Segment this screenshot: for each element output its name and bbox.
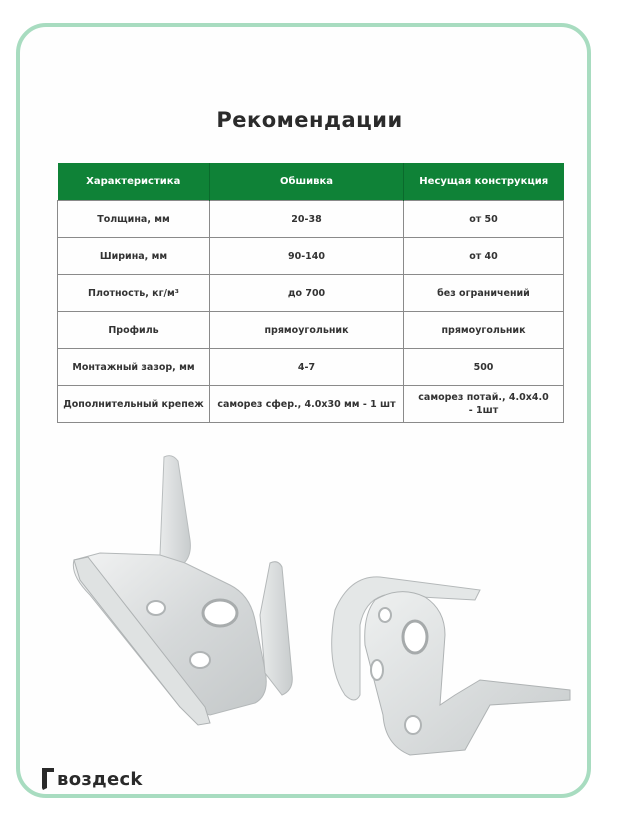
row-sheathing-value: прямоугольник [210, 312, 404, 349]
row-sheathing-value: 90-140 [210, 238, 404, 275]
table-row [58, 386, 564, 423]
row-structure-value: от 40 [404, 238, 564, 275]
table-row [58, 275, 564, 312]
header-characteristic: Характеристика [58, 163, 210, 201]
row-structure-value: прямоугольник [404, 312, 564, 349]
product-images [60, 445, 580, 735]
row-structure-value: от 50 [404, 201, 564, 238]
row-sheathing-value: 20-38 [210, 201, 404, 238]
table-row [58, 201, 564, 238]
brand-name: воздeck [57, 769, 143, 790]
row-sheathing-value: 4-7 [210, 349, 404, 386]
row-label: Дополнительный крепеж [58, 386, 210, 423]
fastener-bracket-right-image [305, 555, 585, 765]
table-header-row [58, 163, 564, 201]
fastener-bracket-left-image [60, 445, 320, 735]
brand-mark-icon [41, 766, 55, 790]
brand-logo [41, 764, 143, 790]
header-structure: Несущая конструкция [404, 163, 564, 201]
row-label: Ширина, мм [58, 238, 210, 275]
table-row [58, 312, 564, 349]
row-label: Толщина, мм [58, 201, 210, 238]
header-sheathing: Обшивка [210, 163, 404, 201]
page-title: Рекомендации [216, 108, 403, 132]
row-structure-value: 500 [404, 349, 564, 386]
row-label: Плотность, кг/м³ [58, 275, 210, 312]
row-label: Монтажный зазор, мм [58, 349, 210, 386]
recommendations-table [57, 163, 564, 423]
row-sheathing-value: до 700 [210, 275, 404, 312]
row-sheathing-value: саморез сфер., 4.0x30 мм - 1 шт [210, 386, 404, 423]
row-structure-value: без ограничений [404, 275, 564, 312]
row-structure-value: саморез потай., 4.0x4.0 - 1шт [404, 386, 564, 423]
table-row [58, 238, 564, 275]
table-row [58, 349, 564, 386]
row-label: Профиль [58, 312, 210, 349]
